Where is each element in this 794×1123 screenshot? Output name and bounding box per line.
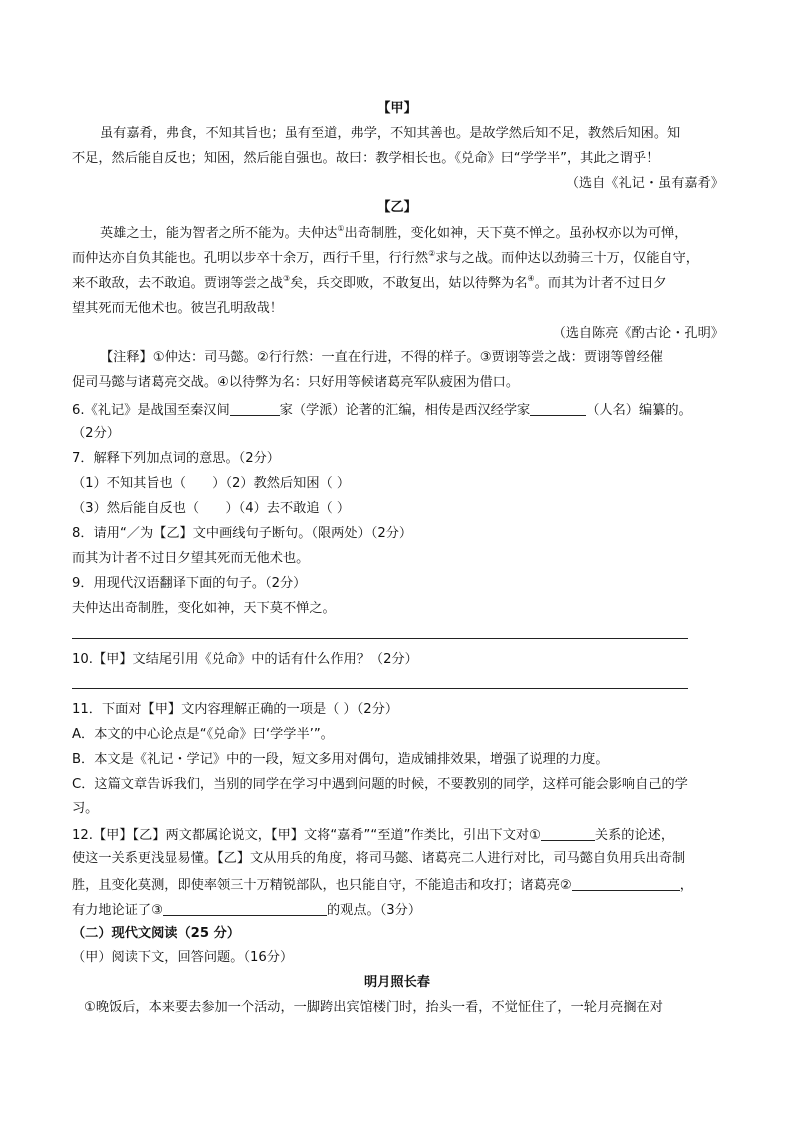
notes-line-2: 促司马懿与诸葛亮交战。④以待弊为名：只好用等候诸葛亮军队疲困为借口。 [72, 375, 520, 390]
footnote-3: ③ [283, 274, 291, 283]
footnote-1: ① [337, 224, 345, 233]
yi-heading: 【乙】 [377, 200, 417, 215]
question-8-sentence: 而其为计者不过日夕望其死而无他术也。 [72, 551, 310, 566]
yi-line-1: 英雄之士，能为智者之所不能为。夫仲达①出奇制胜，变化如神，天下莫不惮之。虽孙权亦以为可惮， [100, 224, 688, 241]
answer-line-10[interactable] [72, 688, 688, 689]
question-9: 9．用现代汉语翻译下面的句子。（2分） [72, 576, 307, 591]
question-11: 11．下面对【甲】文内容理解正确的一项是（ ）（2分） [72, 702, 399, 717]
answer-blank-6b[interactable] [530, 402, 586, 416]
answer-line-9[interactable] [72, 638, 688, 639]
yi-source: （选自陈亮《酌古论・孔明》 [552, 326, 724, 341]
question-10: 10.【甲】文结尾引用《兑命》中的话有什么作用？（2分） [72, 652, 418, 667]
footnote-4: ④ [527, 274, 535, 283]
question-7-items-1: （1）不知其旨也（ ）（2）教然后知困（ ） [72, 476, 351, 491]
question-12-line-2: 使这一关系更浅显易懂。【乙】文从用兵的角度，将司马懿、诸葛亮二人进行对比，司马懿自负用兵出奇制 [72, 851, 686, 866]
question-9-sentence: 夫仲达出奇制胜，变化如神，天下莫不惮之。 [72, 601, 336, 616]
jia-line-2: 不足，然后能自反也；知困，然后能自强也。故曰：教学相长也。《兑命》曰“学学半”，其此之谓乎！ [72, 151, 660, 166]
question-7: 7．解释下列加点词的意思。（2分） [72, 451, 280, 466]
yi-line-3: 来不敢敌，去不敢追。贾诩等尝之战③矣，兵交即败，不敢复出，姑以待弊为名④。而其为计者不过日夕 [72, 274, 667, 291]
jia-source: （选自《礼记・虽有嘉肴》 [565, 176, 724, 191]
essay-paragraph-1: ①晚饭后，本来要去参加一个活动，一脚跨出宾馆楼门时，抬头一看，不觉怔住了，一轮月亮搁在对 [84, 1000, 663, 1015]
yi-line-4: 望其死而无他术也。彼岂孔明敌哉！ [72, 301, 283, 316]
notes-line-1: 【注释】①仲达：司马懿。②行行然：一直在行进，不得的样子。③贾诩等尝之战：贾诩等曾经催 [100, 350, 663, 365]
option-11-b[interactable]: B．本文是《礼记・学记》中的一段，短文多用对偶句，造成铺排效果，增强了说理的力度。 [72, 752, 609, 767]
question-6-points: （2分） [72, 426, 120, 441]
footnote-2: ② [428, 249, 436, 258]
essay-title: 明月照长春 [364, 975, 430, 990]
jia-line-1: 虽有嘉肴，弗食，不知其旨也；虽有至道，弗学，不知其善也。是故学然后知不足，教然后知困。知 [100, 126, 681, 141]
question-12-line-1: 12.【甲】【乙】两文都属论说文，【甲】文将“嘉肴”“至道”作类比，引出下文对① 关系的论述， [72, 828, 675, 843]
question-7-items-2: （3）然后能自反也（ ）（4）去不敢追（ ） [72, 501, 351, 516]
question-8: 8．请用“／为【乙】文中画线句子断句。（限两处）（2分） [72, 526, 413, 541]
question-12-line-3: 胜，且变化莫测，即使率领三十万精锐部队，也只能自守，不能追击和攻打；诸葛亮② ， [72, 878, 693, 893]
answer-blank-6a[interactable] [230, 402, 280, 416]
yi-line-2: 而仲达亦自负其能也。孔明以步卒十余万，西行千里，行行然②求与之战。而仲达以劲骑三十万，仅能自守， [72, 249, 699, 266]
option-11-c-cont: 习。 [72, 801, 99, 816]
answer-blank-12-2[interactable] [572, 877, 680, 891]
option-11-c[interactable]: C．这篇文章告诉我们，当别的同学在学习中遇到问题的时候，不要教别的同学，这样可能会影响自己的学 [72, 777, 688, 792]
section-2-subtitle: （甲）阅读下文，回答问题。（16分） [72, 950, 294, 965]
section-2-title: （二）现代文阅读（25 分） [72, 926, 241, 941]
question-6: 6.《礼记》是战国至秦汉间 家（学派）论著的汇编，相传是西汉经学家 （人名）编纂的。 [72, 403, 692, 418]
jia-heading: 【甲】 [377, 101, 417, 116]
answer-blank-12-1[interactable] [541, 827, 595, 841]
option-11-a[interactable]: A．本文的中心论点是“《兑命》曰‘学学半’”。 [72, 727, 334, 742]
answer-blank-12-3[interactable] [163, 902, 327, 916]
question-12-line-4: 有力地论证了③ 的观点。（3分） [72, 903, 422, 918]
